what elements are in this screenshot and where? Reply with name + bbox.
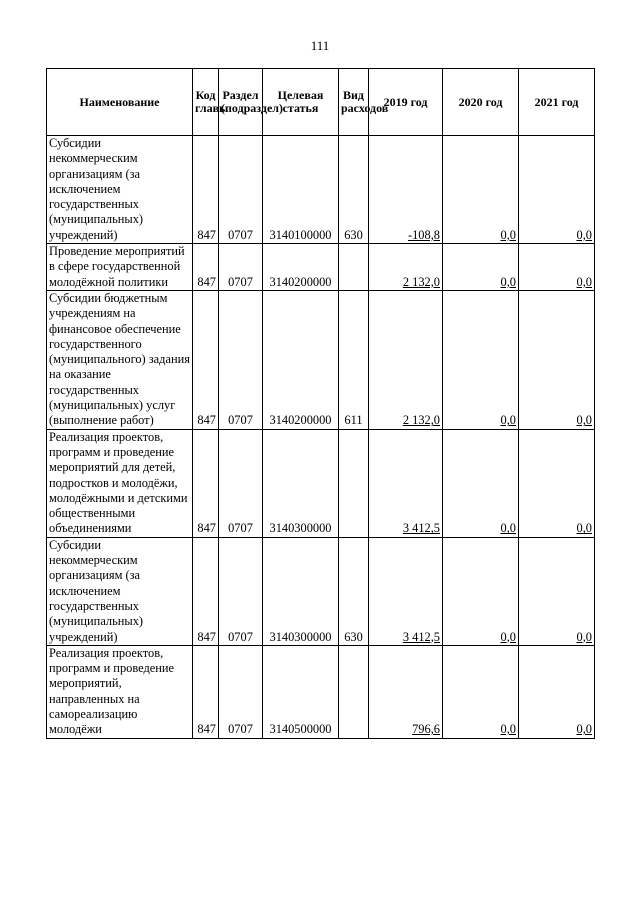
row-expense-type: 630 xyxy=(339,537,369,645)
table-row xyxy=(47,136,595,244)
row-target-article: 3140100000 xyxy=(263,136,339,244)
row-2019: 796,6 xyxy=(369,645,443,738)
row-2021: 0,0 xyxy=(519,645,595,738)
row-2019: 2 132,0 xyxy=(369,290,443,429)
row-name: Проведение мероприятий в сфере государственной молодёжной политики xyxy=(47,244,193,291)
row-2021: 0,0 xyxy=(519,244,595,291)
row-2021: 0,0 xyxy=(519,290,595,429)
header-chapter-code: Код главы xyxy=(193,69,219,136)
row-section: 0707 xyxy=(219,290,263,429)
table-row xyxy=(47,645,595,738)
header-section: Раздел (подраздел) xyxy=(219,69,263,136)
row-2021: 0,0 xyxy=(519,136,595,244)
row-2021: 0,0 xyxy=(519,537,595,645)
row-target-article: 3140200000 xyxy=(263,244,339,291)
table-header-row xyxy=(47,69,595,136)
row-2021: 0,0 xyxy=(519,429,595,537)
row-target-article: 3140200000 xyxy=(263,290,339,429)
row-chapter-code: 847 xyxy=(193,244,219,291)
row-section: 0707 xyxy=(219,429,263,537)
row-2020: 0,0 xyxy=(443,136,519,244)
row-2020: 0,0 xyxy=(443,537,519,645)
row-2019: 3 412,5 xyxy=(369,537,443,645)
row-chapter-code: 847 xyxy=(193,290,219,429)
row-section: 0707 xyxy=(219,537,263,645)
header-2019: 2019 год xyxy=(369,69,443,136)
header-name: Наименование xyxy=(47,69,193,136)
row-name: Субсидии некоммерческим организациям (за исключением государственных (муниципальных) учреждений) xyxy=(47,537,193,645)
row-name: Реализация проектов, программ и проведение мероприятий для детей, подростков и молодёжи, молодёжными и детскими общественными объединениями xyxy=(47,429,193,537)
row-name: Реализация проектов, программ и проведение мероприятий, направленных на самореализацию молодёжи xyxy=(47,645,193,738)
row-chapter-code: 847 xyxy=(193,136,219,244)
row-expense-type xyxy=(339,645,369,738)
header-target-article: Целевая статья xyxy=(263,69,339,136)
row-section: 0707 xyxy=(219,645,263,738)
row-section: 0707 xyxy=(219,244,263,291)
page-number: 111 xyxy=(310,38,330,53)
row-expense-type: 611 xyxy=(339,290,369,429)
table-row xyxy=(47,244,595,291)
row-section: 0707 xyxy=(219,136,263,244)
header-expense-type: Вид расходов xyxy=(339,69,369,136)
header-2021: 2021 год xyxy=(519,69,595,136)
budget-table xyxy=(46,68,595,739)
row-target-article: 3140300000 xyxy=(263,537,339,645)
table-row xyxy=(47,429,595,537)
row-2020: 0,0 xyxy=(443,429,519,537)
row-target-article: 3140300000 xyxy=(263,429,339,537)
row-chapter-code: 847 xyxy=(193,645,219,738)
row-target-article: 3140500000 xyxy=(263,645,339,738)
row-2019: -108,8 xyxy=(369,136,443,244)
table-row xyxy=(47,537,595,645)
header-2020: 2020 год xyxy=(443,69,519,136)
row-2019: 3 412,5 xyxy=(369,429,443,537)
row-chapter-code: 847 xyxy=(193,537,219,645)
row-2020: 0,0 xyxy=(443,244,519,291)
row-expense-type: 630 xyxy=(339,136,369,244)
row-2020: 0,0 xyxy=(443,290,519,429)
row-name: Субсидии некоммерческим организациям (за исключением государственных (муниципальных) учреждений) xyxy=(47,136,193,244)
row-name: Субсидии бюджетным учреждениям на финансовое обеспечение государственного (муниципального) задания на оказание государственных (муниципальных) услуг (выполнение работ) xyxy=(47,290,193,429)
table-row xyxy=(47,290,595,429)
row-2020: 0,0 xyxy=(443,645,519,738)
row-expense-type xyxy=(339,429,369,537)
row-2019: 2 132,0 xyxy=(369,244,443,291)
row-chapter-code: 847 xyxy=(193,429,219,537)
row-expense-type xyxy=(339,244,369,291)
